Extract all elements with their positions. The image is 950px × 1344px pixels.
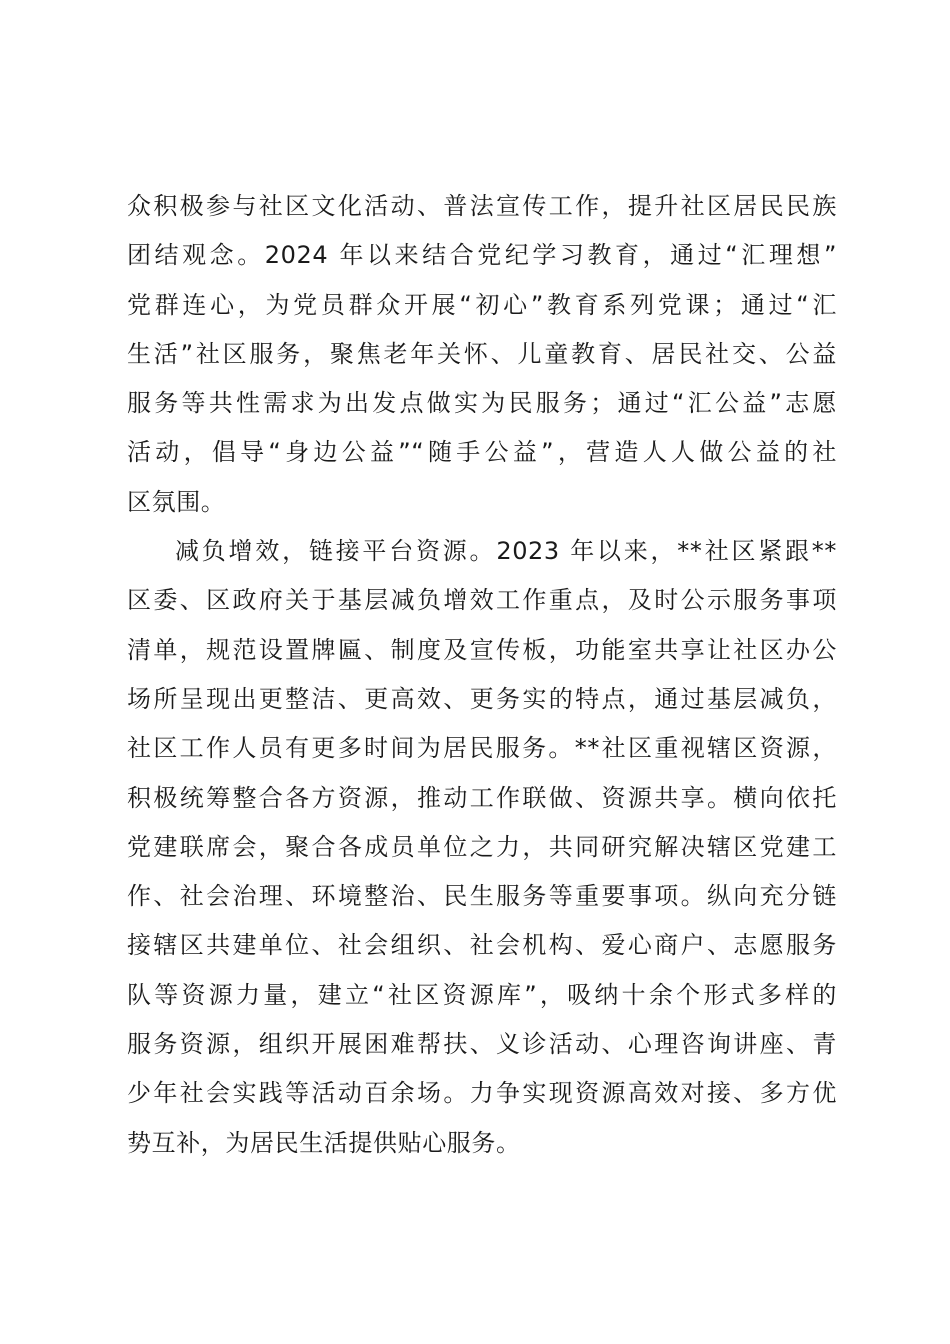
text-line: 服务等共性需求为出发点做实为民服务；通过“汇公益”志愿: [127, 389, 837, 418]
text-line: 团结观念。2024 年以来结合党纪学习教育，通过“汇理想”: [127, 241, 837, 270]
text-line: 区氛围。: [127, 487, 226, 516]
text-line: 作、社会治理、环境整治、民生服务等重要事项。纵向充分链: [127, 882, 837, 911]
text-line: 社区工作人员有更多时间为居民服务。**社区重视辖区资源，: [127, 734, 837, 763]
paragraph-burden-reduction: [127, 527, 837, 1168]
text-line: 减负增效，链接平台资源。2023 年以来，**社区紧跟**: [175, 537, 837, 566]
document-body: [127, 182, 837, 1168]
text-line: 少年社会实践等活动百余场。力争实现资源高效对接、多方优: [127, 1079, 837, 1108]
text-line: 活动，倡导“身边公益”“随手公益”，营造人人做公益的社: [127, 438, 837, 467]
text-line: 积极统筹整合各方资源，推动工作联做、资源共享。横向依托: [127, 783, 837, 812]
text-line: 生活”社区服务，聚焦老年关怀、儿童教育、居民社交、公益: [127, 339, 837, 368]
text-line: 服务资源，组织开展困难帮扶、义诊活动、心理咨询讲座、青: [127, 1030, 837, 1059]
text-line: 众积极参与社区文化活动、普法宣传工作，提升社区居民民族: [127, 192, 837, 220]
text-line: 势互补，为居民生活提供贴心服务。: [127, 1128, 521, 1157]
text-line: 场所呈现出更整洁、更高效、更务实的特点，通过基层减负，: [127, 684, 837, 713]
text-line: 党群连心，为党员群众开展“初心”教育系列党课；通过“汇: [127, 290, 837, 319]
text-line: 队等资源力量，建立“社区资源库”，吸纳十余个形式多样的: [127, 980, 837, 1009]
text-line: 清单，规范设置牌匾、制度及宣传板，功能室共享让社区办公: [127, 635, 837, 664]
text-line: 区委、区政府关于基层减负增效工作重点，及时公示服务事项: [127, 586, 837, 615]
paragraph-community-culture: [127, 182, 837, 527]
text-line: 接辖区共建单位、社会组织、社会机构、爱心商户、志愿服务: [127, 931, 837, 960]
text-line: 党建联席会，聚合各成员单位之力，共同研究解决辖区党建工: [127, 832, 837, 861]
